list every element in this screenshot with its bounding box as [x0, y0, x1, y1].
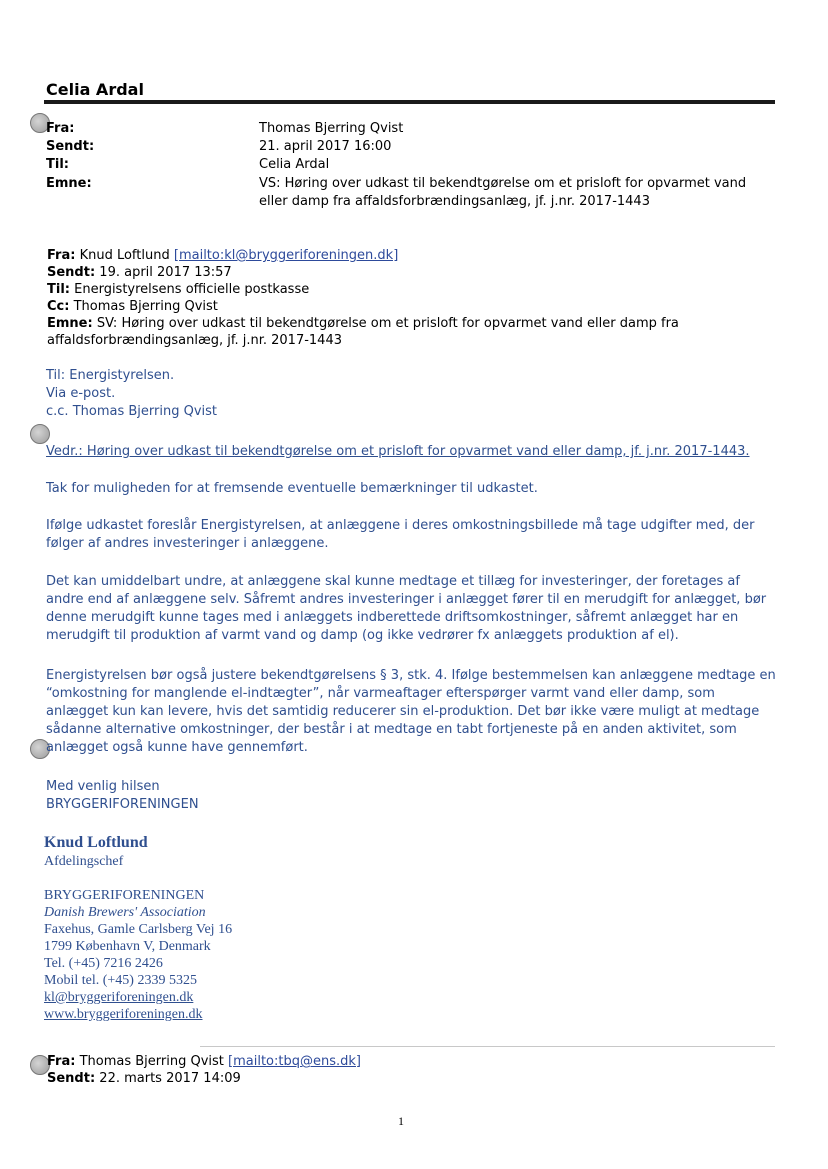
fwd-from-mailto-link[interactable]: [mailto:kl@bryggeriforeningen.dk]: [173, 248, 399, 263]
body-paragraph: Energistyrelsen bør også justere bekendtgørelsens § 3, stk. 4. Ifølge bestemmelsen kan anlæggene medtage en “omkostning for manglende el-indtægter”, når varmeaftager efterspørger varmt vand eller damp, som anlægget kun kan levere, hvis det samtidig reducerer sin el-produktion. Det bør ikke være muligt at medtage sådanne alternative omkostninger, der består i at medtage en tabt fortjeneste på en anden aktivitet, som anlægget også kunne have gennemført.: [46, 668, 776, 755]
signature-website-link[interactable]: www.bryggeriforeningen.dk: [44, 1007, 203, 1022]
fwd-from-row: [47, 247, 747, 264]
to-value: Celia Ardal: [259, 157, 330, 172]
fwd-cc-label: Cc:: [47, 299, 70, 314]
fwd-cc-row: [47, 298, 747, 315]
punch-hole-icon: [30, 424, 50, 444]
fwd-cc-value: Thomas Bjerring Qvist: [73, 299, 218, 314]
from-label: Fra:: [46, 121, 75, 136]
fwd-sent-row: [47, 264, 747, 281]
subject-label: Emne:: [46, 176, 92, 191]
signature-title: Afdelingschef: [44, 854, 124, 869]
subject-value: VS: Høring over udkast til bekendtgørelse om et prisloft for opvarmet vand eller damp fra affaldsforbrændingsanlæg, jf. j.nr. 2017-1443: [259, 176, 747, 209]
signature-email-link[interactable]: kl@bryggeriforeningen.dk: [44, 990, 194, 1005]
body-paragraph: Det kan umiddelbart undre, at anlæggene skal kunne medtage et tillæg for investeringer, der foretages af andre end af anlæggene selv. Såfremt andres investeringer i anlægget fører til en merudgift for anlægget, bør denne merudgift kunne tages med i anlæggets indberettede driftsomkostninger, såfremt anlægget har en merudgift til produktion af varmt vand og damp (og ikke vedrører fx anlæggets produktion af el).: [46, 574, 767, 643]
signature-address: 1799 København V, Denmark: [44, 939, 211, 954]
recipient-block: [46, 367, 776, 421]
earlier-sent-label: Sendt:: [47, 1071, 96, 1086]
closing-greeting: Med venlig hilsen: [46, 779, 160, 794]
to-label: Til:: [46, 157, 69, 172]
fwd-to-row: [47, 281, 747, 298]
fwd-sent-label: Sendt:: [47, 265, 96, 280]
page-number: 1: [398, 1114, 404, 1128]
message-separator: [200, 1046, 775, 1047]
header-rule: [44, 100, 775, 104]
fwd-to-label: Til:: [47, 282, 70, 297]
signature-tel: Tel. (+45) 7216 2426: [44, 956, 163, 971]
address-line: Til: Energistyrelsen.: [46, 368, 175, 383]
owner-name: Celia Ardal: [46, 80, 144, 99]
earlier-header: [47, 1053, 747, 1087]
earlier-sent-value: 22. marts 2017 14:09: [99, 1071, 241, 1086]
body-paragraph: Tak for muligheden for at fremsende eventuelle bemærkninger til udkastet.: [46, 481, 538, 496]
address-line: c.c. Thomas Bjerring Qvist: [46, 404, 217, 419]
sent-label: Sendt:: [46, 139, 95, 154]
from-value: Thomas Bjerring Qvist: [259, 121, 404, 136]
signature-block: [44, 887, 444, 1023]
sent-value: 21. april 2017 16:00: [259, 139, 392, 154]
signature-address: Faxehus, Gamle Carlsberg Vej 16: [44, 922, 233, 937]
fwd-subject-value: SV: Høring over udkast til bekendtgørelse om et prisloft for opvarmet vand eller damp fra affaldsforbrændingsanlæg, jf. j.nr. 2017-1443: [47, 316, 679, 348]
fwd-sent-value: 19. april 2017 13:57: [99, 265, 232, 280]
fwd-subject-row: [47, 315, 747, 349]
signature-name: Knud Loftlund: [44, 834, 148, 851]
fwd-subject-label: Emne:: [47, 316, 93, 331]
address-line: Via e-post.: [46, 386, 116, 401]
fwd-to-value: Energistyrelsens officielle postkasse: [74, 282, 310, 297]
letter-subject: Vedr.: Høring over udkast til bekendtgørelse om et prisloft for opvarmet vand eller damp, jf. j.nr. 2017-1443.: [46, 444, 750, 459]
closing-org: BRYGGERIFORENINGEN: [46, 797, 199, 812]
signature-org-en: Danish Brewers' Association: [44, 905, 206, 920]
forwarded-header: [47, 247, 747, 349]
fwd-from-name: Knud Loftlund: [79, 248, 170, 263]
signature-org: BRYGGERIFORENINGEN: [44, 888, 205, 903]
earlier-from-row: [47, 1053, 747, 1070]
earlier-from-mailto-link[interactable]: [mailto:tbq@ens.dk]: [228, 1054, 361, 1069]
signature-mobile: Mobil tel. (+45) 2339 5325: [44, 973, 197, 988]
closing-block: [46, 778, 776, 814]
earlier-from-label: Fra:: [47, 1054, 76, 1069]
fwd-from-label: Fra:: [47, 248, 76, 263]
earlier-from-name: Thomas Bjerring Qvist: [79, 1054, 224, 1069]
body-paragraph: Ifølge udkastet foreslår Energistyrelsen, at anlæggene i deres omkostningsbillede må tage udgifter med, der følger af andres investeringer i anlæggene.: [46, 518, 755, 551]
earlier-sent-row: [47, 1070, 747, 1087]
